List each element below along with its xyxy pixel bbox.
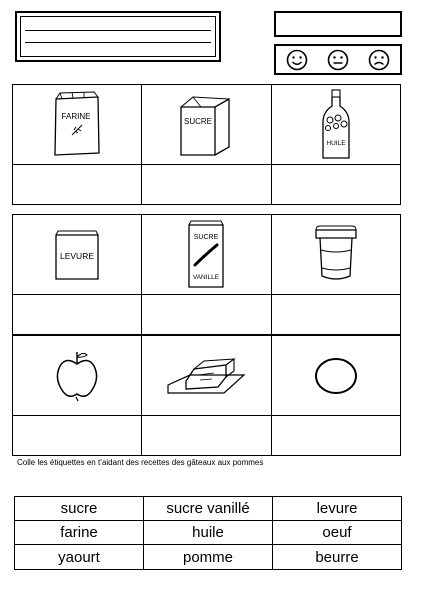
name-writing-line[interactable] bbox=[25, 42, 211, 43]
label-farine[interactable]: farine bbox=[15, 521, 144, 544]
answer-slot[interactable] bbox=[142, 165, 271, 204]
image-row bbox=[13, 336, 400, 416]
ingredient-grid-1 bbox=[12, 84, 401, 205]
flour-bag-label: FARINE bbox=[61, 111, 91, 121]
label-sucre[interactable]: sucre bbox=[15, 497, 144, 520]
labels-row bbox=[15, 497, 401, 521]
answer-slot[interactable] bbox=[13, 295, 142, 334]
ingredient-cell-levure bbox=[13, 215, 142, 294]
ingredient-cell-beurre bbox=[142, 336, 271, 415]
egg-icon bbox=[311, 354, 361, 398]
label-pomme[interactable]: pomme bbox=[144, 545, 273, 569]
ingredient-cell-sucre-vanille bbox=[142, 215, 271, 294]
instruction-text: Colle les étiquettes en t’aidant des recettes des gâteaux aux pommes bbox=[17, 458, 264, 467]
oil-bottle-label: HUILE bbox=[326, 139, 346, 147]
label-huile[interactable]: huile bbox=[144, 521, 273, 544]
labels-row bbox=[15, 545, 401, 569]
answer-row bbox=[13, 416, 400, 455]
name-writing-line[interactable] bbox=[25, 30, 211, 31]
name-box[interactable] bbox=[15, 11, 221, 62]
ingredient-grid-3 bbox=[12, 335, 401, 456]
sugar-box-icon bbox=[171, 89, 241, 161]
oil-bottle-icon bbox=[316, 88, 356, 162]
answer-slot[interactable] bbox=[13, 416, 142, 455]
flour-bag-icon bbox=[42, 89, 112, 161]
yeast-packet-icon bbox=[42, 225, 112, 285]
vanilla-sugar-packet-icon bbox=[181, 219, 231, 291]
answer-slot[interactable] bbox=[13, 165, 142, 204]
label-levure[interactable]: levure bbox=[316, 500, 358, 517]
name-box-inner bbox=[20, 16, 216, 57]
date-box[interactable] bbox=[274, 11, 402, 37]
answer-row bbox=[13, 165, 400, 204]
label-oeuf[interactable]: oeuf bbox=[322, 524, 352, 541]
butter-icon bbox=[164, 353, 248, 399]
sad-face-icon[interactable] bbox=[368, 49, 390, 71]
ingredient-cell-yaourt bbox=[272, 215, 400, 294]
happy-face-icon[interactable] bbox=[286, 49, 308, 71]
vanilla-packet-label-bottom: VANILLE bbox=[193, 273, 220, 281]
vanilla-packet-label-top: SUCRE bbox=[194, 233, 219, 241]
cut-out-labels-table bbox=[14, 496, 402, 570]
label-beurre[interactable]: beurre bbox=[315, 548, 359, 566]
image-row bbox=[13, 85, 400, 165]
sugar-box-label: SUCRE bbox=[184, 116, 213, 126]
ingredient-cell-oeuf bbox=[272, 336, 400, 415]
label-yaourt[interactable]: yaourt bbox=[15, 545, 144, 569]
answer-slot[interactable] bbox=[142, 295, 271, 334]
ingredient-cell-pomme bbox=[13, 336, 142, 415]
ingredient-grid-2 bbox=[12, 214, 401, 335]
neutral-face-icon[interactable] bbox=[327, 49, 349, 71]
yogurt-pot-icon bbox=[306, 224, 366, 286]
answer-slot[interactable] bbox=[272, 165, 400, 204]
self-evaluation-box bbox=[274, 44, 402, 75]
apple-icon bbox=[52, 348, 102, 404]
image-row bbox=[13, 215, 400, 295]
answer-row bbox=[13, 295, 400, 334]
ingredient-cell-huile bbox=[272, 85, 400, 164]
yeast-packet-label: LEVURE bbox=[60, 250, 95, 261]
answer-slot[interactable] bbox=[142, 416, 271, 455]
ingredient-cell-farine bbox=[13, 85, 142, 164]
answer-slot[interactable] bbox=[272, 416, 400, 455]
answer-slot[interactable] bbox=[272, 295, 400, 334]
ingredient-cell-sucre bbox=[142, 85, 271, 164]
label-sucre-vanille[interactable]: sucre vanillé bbox=[144, 497, 273, 520]
labels-row bbox=[15, 521, 401, 545]
